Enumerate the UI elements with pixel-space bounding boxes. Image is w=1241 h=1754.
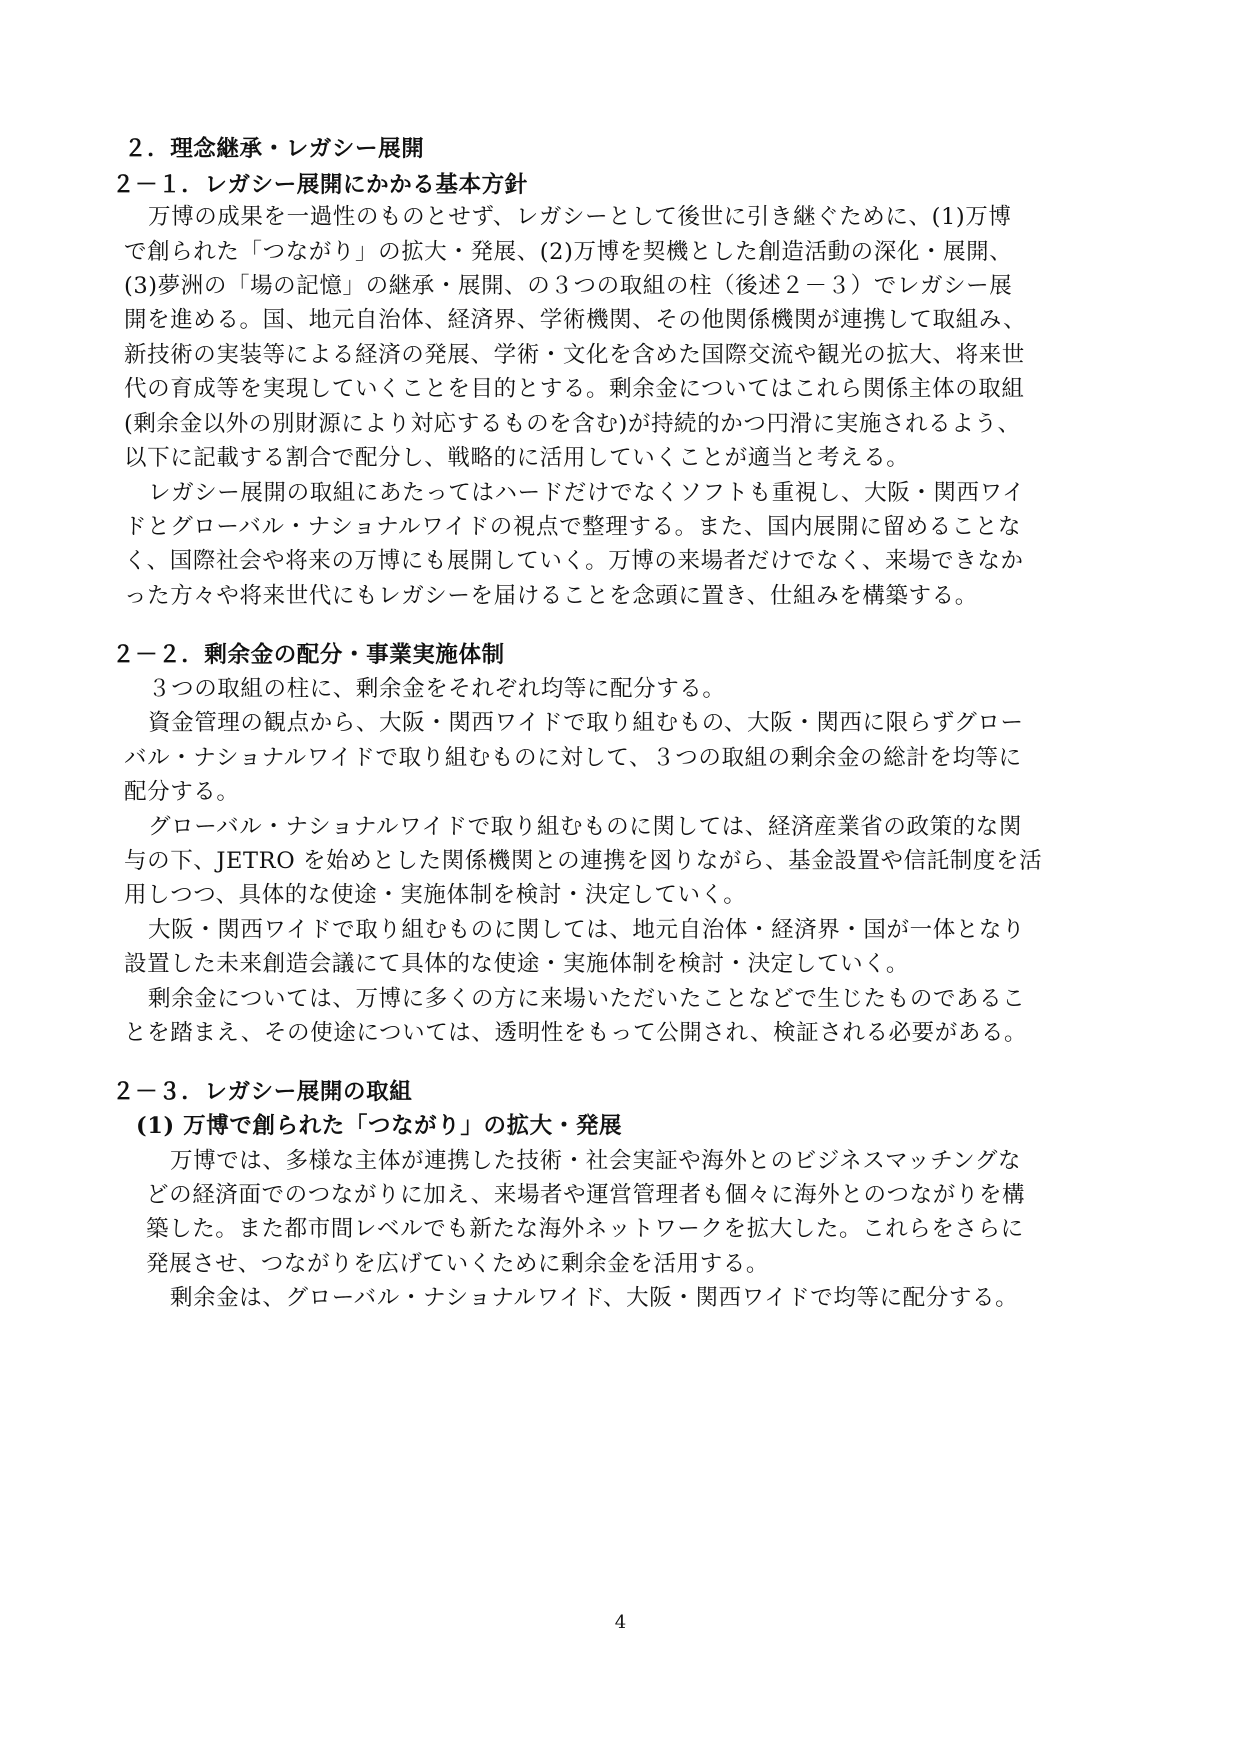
- paragraph-line: 用しつつ、具体的な使途・実施体制を検討・決定していく。: [124, 882, 747, 908]
- section-heading: ２－１．レガシー展開にかかる基本方針: [112, 172, 528, 198]
- paragraph-line: グローバル・ナショナルワイドで取り組むものに関しては、経済産業省の政策的な関: [148, 814, 1022, 840]
- paragraph-line: どの経済面でのつながりに加え、来場者や運営管理者も個々に海外とのつながりを構: [146, 1182, 1026, 1208]
- paragraph-line: 剰余金については、万博に多くの方に来場いただいたことなどで生じたものであるこ: [148, 986, 1026, 1012]
- page-number: 4: [614, 1612, 627, 1633]
- paragraph-line: 築した。また都市間レベルでも新たな海外ネットワークを拡大した。これらをさらに: [146, 1216, 1024, 1242]
- paragraph-line: 大阪・関西ワイドで取り組むものに関しては、地元自治体・経済界・国が一体となり: [148, 917, 1026, 943]
- paragraph-line: バル・ナショナルワイドで取り組むものに対して、３つの取組の剰余金の総計を均等に: [124, 745, 1022, 771]
- sub-heading: (1) 万博で創られた「つながり」の拡大・発展: [136, 1113, 623, 1139]
- paragraph-line: 新技術の実装等による経済の発展、学術・文化を含めた国際交流や観光の拡大、将来世: [124, 342, 1025, 368]
- paragraph-line: 設置した未来創造会議にて具体的な使途・実施体制を検討・決定していく。: [124, 951, 909, 977]
- section-heading: ２－２．剰余金の配分・事業実施体制: [112, 642, 505, 668]
- paragraph-line: レガシー展開の取組にあたってはハードだけでなくソフトも重視し、大阪・関西ワイ: [148, 480, 1026, 506]
- paragraph-line: 代の育成等を実現していくことを目的とする。剰余金についてはこれら関係主体の取組: [124, 376, 1025, 402]
- paragraph-line: 資金管理の観点から、大阪・関西ワイドで取り組むもの、大阪・関西に限らずグロー: [148, 710, 1024, 736]
- paragraph-line: 発展させ、つながりを広げていくために剰余金を活用する。: [146, 1251, 770, 1277]
- paragraph-line: 剰余金は、グローバル・ナショナルワイド、大阪・関西ワイドで均等に配分する。: [170, 1285, 1019, 1311]
- paragraph-line: 配分する。: [124, 779, 240, 805]
- paragraph-line: ドとグローバル・ナショナルワイドの視点で整理する。また、国内展開に留めることな: [124, 514, 1022, 540]
- paragraph-line: く、国際社会や将来の万博にも展開していく。万博の来場者だけでなく、来場できなか: [124, 548, 1024, 574]
- paragraph-line: 与の下、JETRO を始めとした関係機関との連携を図りながら、基金設置や信託制度を活: [124, 848, 1043, 874]
- paragraph-line: で創られた「つながり」の拡大・発展、(2)万博を契機とした創造活動の深化・展開、: [124, 239, 1013, 265]
- paragraph-line: (3)夢洲の「場の記憶」の継承・展開、の３つの取組の柱（後述２－３）でレガシー展: [124, 273, 1013, 299]
- paragraph-line: (剰余金以外の別財源により対応するものを含む)が持続的かつ円滑に実施されるよう、: [124, 411, 1021, 437]
- section-heading: ２－３．レガシー展開の取組: [112, 1079, 413, 1105]
- paragraph-line: ３つの取組の柱に、剰余金をそれぞれ均等に配分する。: [148, 676, 726, 702]
- section-heading: ２．理念継承・レガシー展開: [124, 136, 425, 162]
- paragraph-line: った方々や将来世代にもレガシーを届けることを念頭に置き、仕組みを構築する。: [124, 583, 978, 609]
- paragraph-line: 万博の成果を一過性のものとせず、レガシーとして後世に引き継ぐために、(1)万博: [148, 204, 1012, 230]
- paragraph-line: 万博では、多様な主体が連携した技術・社会実証や海外とのビジネスマッチングな: [170, 1148, 1022, 1174]
- paragraph-line: とを踏まえ、その使途については、透明性をもって公開され、検証される必要がある。: [124, 1020, 1028, 1046]
- paragraph-line: 以下に記載する割合で配分し、戦略的に活用していくことが適当と考える。: [124, 445, 910, 471]
- paragraph-line: 開を進める。国、地元自治体、経済界、学術機関、その他関係機関が連携して取組み、: [124, 307, 1027, 333]
